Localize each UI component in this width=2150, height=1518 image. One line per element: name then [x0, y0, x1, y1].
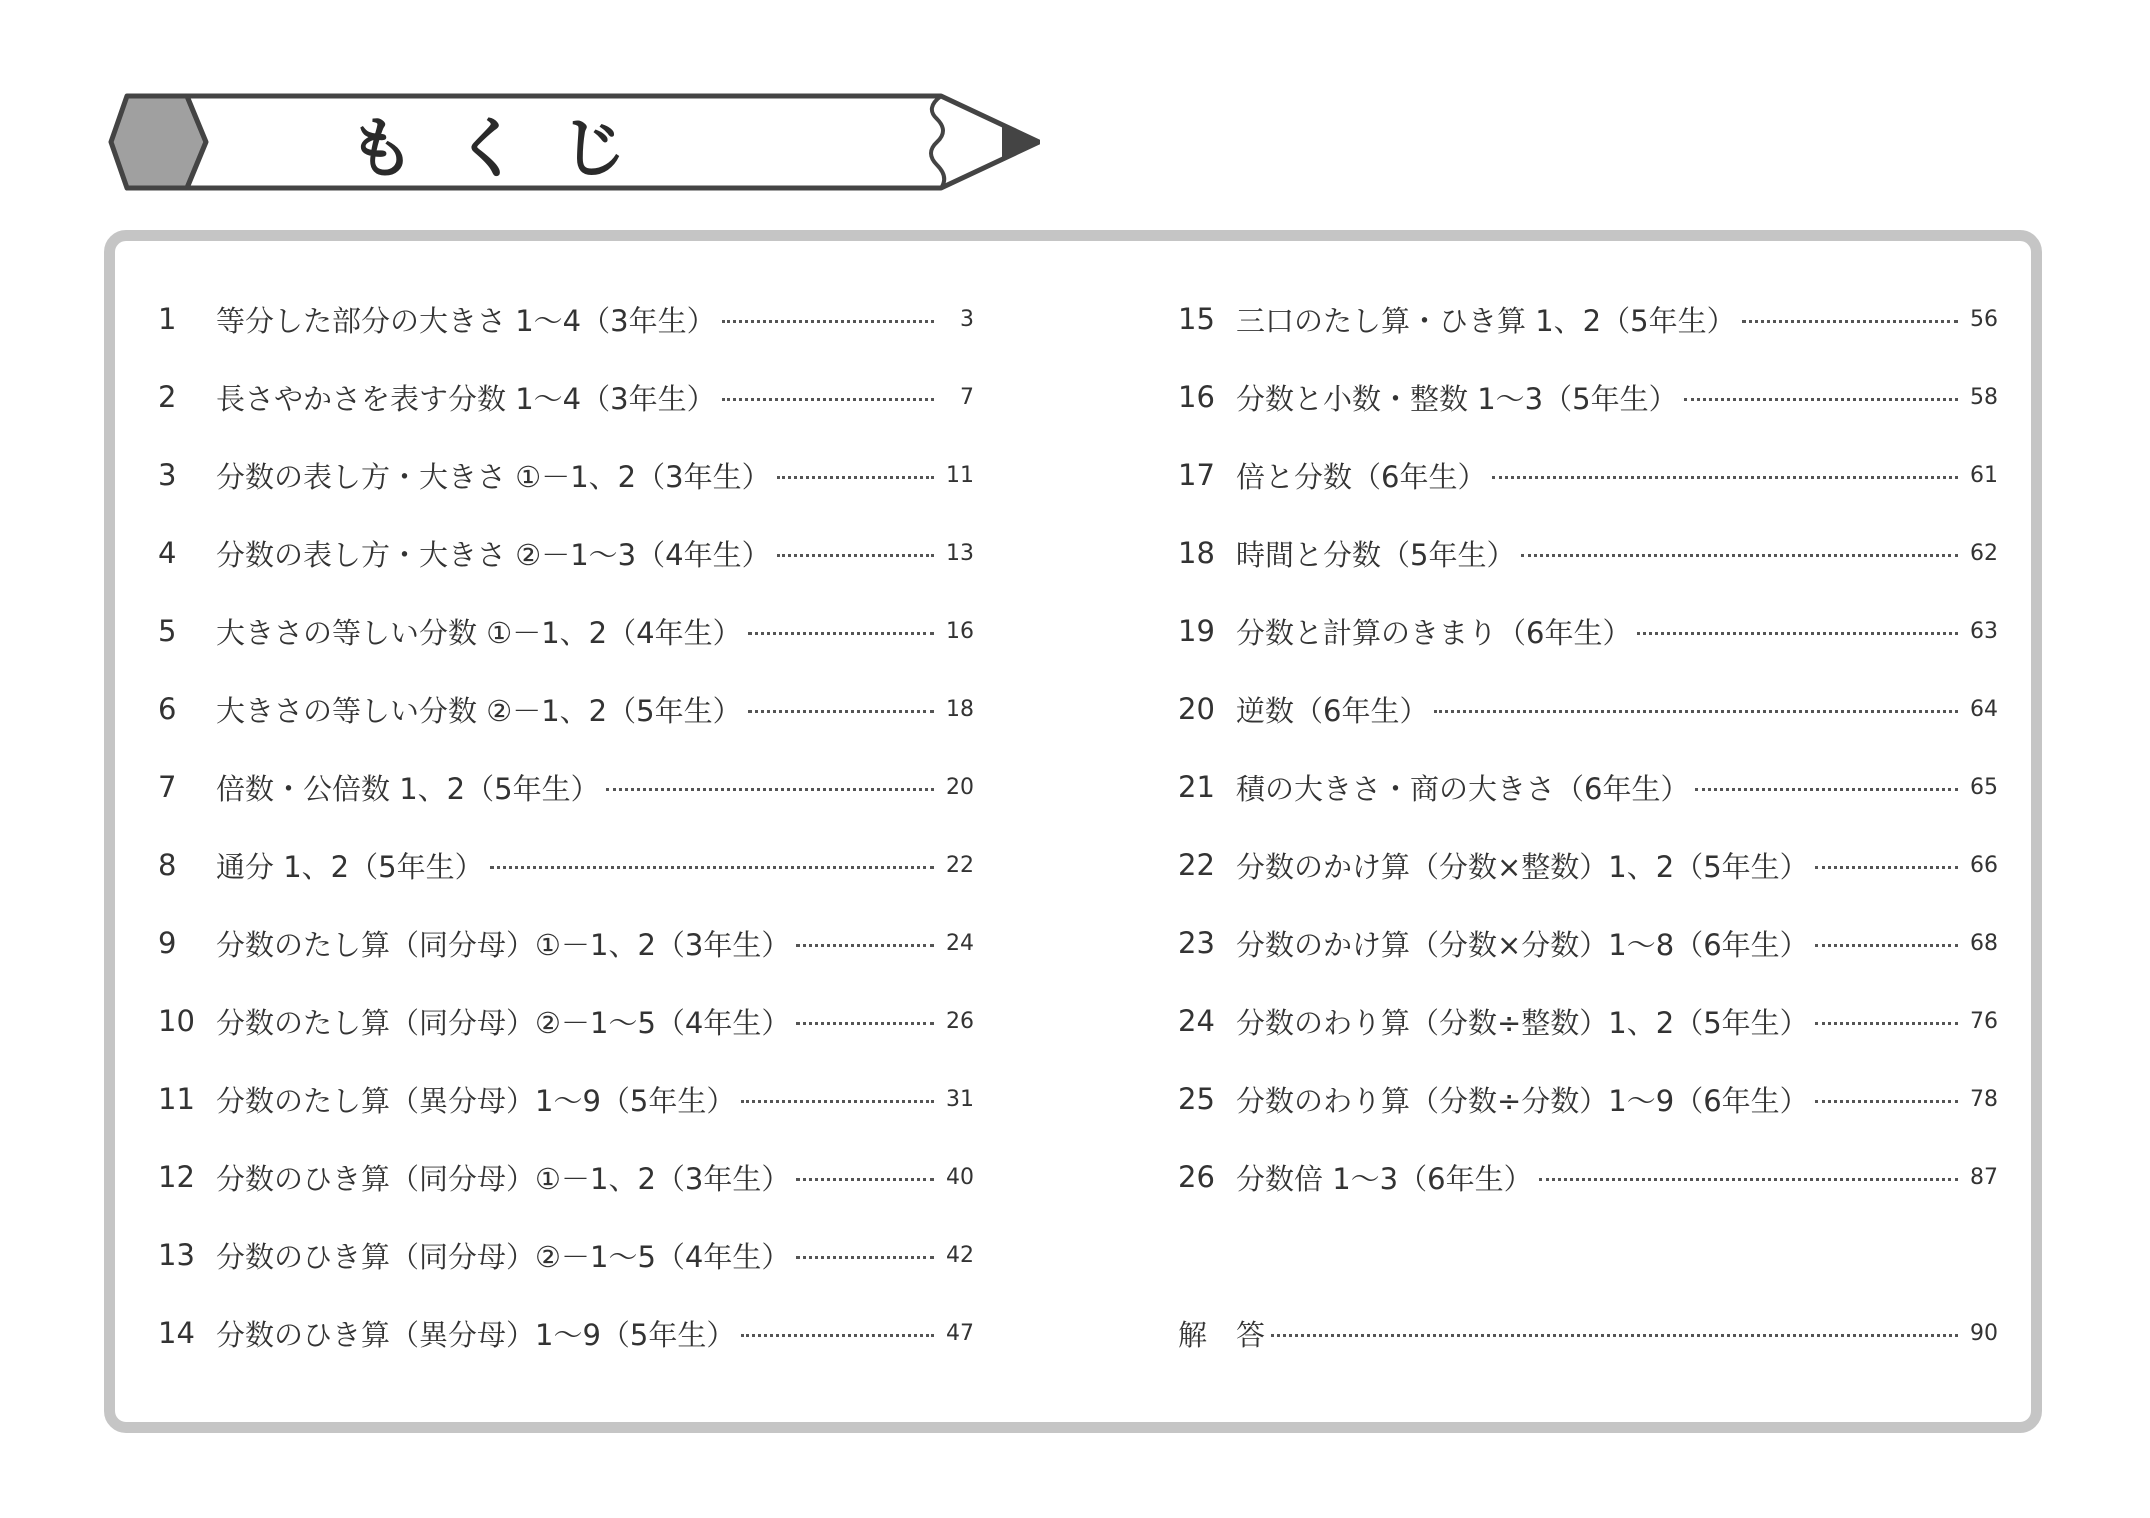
toc-entry[interactable]: [1178, 531, 1998, 575]
toc-entry-number: 25: [1178, 1082, 1215, 1116]
toc-entry-number: 16: [1178, 380, 1215, 414]
toc-entry-number: 10: [158, 1004, 195, 1038]
toc-entry[interactable]: [158, 921, 974, 965]
dot-leader: [490, 866, 934, 869]
toc-entry[interactable]: [1178, 1077, 1998, 1121]
dot-leader: [1815, 1100, 1958, 1103]
toc-entry-title: 分数のひき算（同分母）①－1、2（3年生）: [216, 1161, 791, 1196]
toc-entry-page: 16: [946, 618, 974, 644]
toc-entry[interactable]: [158, 1311, 974, 1355]
dot-leader: [796, 944, 934, 947]
toc-entry-number: 3: [158, 458, 177, 492]
toc-entry-title: 分数のひき算（異分母）1～9（5年生）: [216, 1317, 736, 1352]
toc-entry-title: 分数のたし算（異分母）1～9（5年生）: [216, 1083, 736, 1118]
dot-leader: [722, 398, 934, 401]
toc-entry-title: 分数のたし算（同分母）①－1、2（3年生）: [216, 927, 791, 962]
toc-entry-number: 13: [158, 1238, 195, 1272]
toc-entry-number: 9: [158, 926, 177, 960]
toc-entry-number: 4: [158, 536, 177, 570]
dot-leader: [1521, 554, 1958, 557]
dot-leader: [1684, 398, 1958, 401]
toc-entry[interactable]: [158, 297, 974, 341]
toc-entry-page: 65: [1970, 774, 1998, 800]
toc-entry-title: 長さやかさを表す分数 1～4（3年生）: [216, 381, 716, 416]
toc-entry-number: 8: [158, 848, 177, 882]
toc-entry[interactable]: [1178, 375, 1998, 419]
toc-entry-number: 22: [1178, 848, 1215, 882]
dot-leader: [796, 1178, 934, 1181]
toc-entry-page: 40: [946, 1164, 974, 1190]
dot-leader: [606, 788, 934, 791]
toc-entry-number: 26: [1178, 1160, 1215, 1194]
toc-entry-title: 分数のかけ算（分数×分数）1～8（6年生）: [1236, 927, 1809, 962]
toc-entry-title: 分数と小数・整数 1～3（5年生）: [1236, 381, 1678, 416]
toc-entry[interactable]: [158, 375, 974, 419]
toc-entry[interactable]: [158, 687, 974, 731]
toc-entry-title: 分数倍 1～3（6年生）: [1236, 1161, 1533, 1196]
toc-entry-page: 76: [1970, 1008, 1998, 1034]
toc-entry-number: 6: [158, 692, 177, 726]
toc-entry-page: 31: [946, 1086, 974, 1112]
toc-entry-number: 11: [158, 1082, 195, 1116]
dot-leader: [1815, 1022, 1958, 1025]
toc-entry-page: 63: [1970, 618, 1998, 644]
toc-entry-page: 64: [1970, 696, 1998, 722]
toc-entry[interactable]: [158, 1233, 974, 1277]
toc-entry-page: 7: [960, 384, 974, 410]
toc-entry-title: 分数と計算のきまり（6年生）: [1236, 615, 1632, 650]
dot-leader: [777, 476, 934, 479]
title-banner: [105, 86, 1040, 198]
toc-entry[interactable]: [1178, 765, 1998, 809]
toc-entry-title: 大きさの等しい分数 ②－1、2（5年生）: [216, 693, 742, 728]
page-title: もくじ: [348, 109, 667, 187]
toc-entry-title: 分数の表し方・大きさ ②－1～3（4年生）: [216, 537, 771, 572]
toc-entry-title: 積の大きさ・商の大きさ（6年生）: [1236, 771, 1690, 806]
dot-leader: [748, 710, 934, 713]
toc-entry[interactable]: [158, 453, 974, 497]
toc-entry-title: 分数のわり算（分数÷分数）1～9（6年生）: [1236, 1083, 1809, 1118]
toc-entry[interactable]: [158, 843, 974, 887]
dot-leader: [1271, 1334, 1958, 1337]
toc-entry[interactable]: [1178, 921, 1998, 965]
toc-entry-page: 24: [946, 930, 974, 956]
toc-entry[interactable]: [1178, 843, 1998, 887]
dot-leader: [1815, 866, 1958, 869]
toc-entry-page: 56: [1970, 306, 1998, 332]
toc-entry-title: 等分した部分の大きさ 1～4（3年生）: [216, 303, 716, 338]
dot-leader: [748, 632, 934, 635]
toc-entry-page: 20: [946, 774, 974, 800]
toc-entry-page: 3: [960, 306, 974, 332]
toc-entry-number: 2: [158, 380, 177, 414]
toc-entry-page: 42: [946, 1242, 974, 1268]
toc-entry-title: 分数のわり算（分数÷整数）1、2（5年生）: [1236, 1005, 1809, 1040]
toc-entry-title: 分数のひき算（同分母）②－1～5（4年生）: [216, 1239, 791, 1274]
toc-entry[interactable]: [1178, 999, 1998, 1043]
toc-entry-number: 21: [1178, 770, 1215, 804]
toc-entry-title: 分数のたし算（同分母）②－1～5（4年生）: [216, 1005, 791, 1040]
toc-entry-answers[interactable]: [1178, 1311, 1998, 1355]
toc-entry-title: 解 答: [1178, 1317, 1266, 1352]
dot-leader: [1492, 476, 1958, 479]
toc-entry[interactable]: [158, 609, 974, 653]
toc-entry[interactable]: [1178, 1155, 1998, 1199]
toc-entry[interactable]: [158, 1155, 974, 1199]
toc-entry-title: 逆数（6年生）: [1236, 693, 1429, 728]
dot-leader: [1539, 1178, 1958, 1181]
toc-entry-title: 通分 1、2（5年生）: [216, 849, 484, 884]
toc-entry-number: 14: [158, 1316, 195, 1350]
toc-entry-number: 12: [158, 1160, 195, 1194]
dot-leader: [796, 1256, 934, 1259]
toc-entry-page: 90: [1970, 1320, 1998, 1346]
toc-entry-number: 7: [158, 770, 177, 804]
toc-entry-page: 78: [1970, 1086, 1998, 1112]
toc-entry-page: 11: [946, 462, 974, 488]
toc-entry-page: 68: [1970, 930, 1998, 956]
dot-leader: [777, 554, 934, 557]
toc-entry-page: 66: [1970, 852, 1998, 878]
toc-entry-page: 87: [1970, 1164, 1998, 1190]
dot-leader: [1695, 788, 1958, 791]
toc-entry[interactable]: [158, 1077, 974, 1121]
toc-entry[interactable]: [158, 765, 974, 809]
toc-entry-number: 23: [1178, 926, 1215, 960]
toc-entry-number: 19: [1178, 614, 1215, 648]
toc-entry-page: 58: [1970, 384, 1998, 410]
toc-entry-page: 18: [946, 696, 974, 722]
dot-leader: [1742, 320, 1958, 323]
toc-entry[interactable]: [1178, 609, 1998, 653]
dot-leader: [741, 1334, 934, 1337]
dot-leader: [1815, 944, 1958, 947]
toc-entry-title: 三口のたし算・ひき算 1、2（5年生）: [1236, 303, 1736, 338]
toc-entry-number: 20: [1178, 692, 1215, 726]
toc-entry-title: 時間と分数（5年生）: [1236, 537, 1516, 572]
toc-entry[interactable]: [1178, 297, 1998, 341]
dot-leader: [796, 1022, 934, 1025]
toc-entry[interactable]: [1178, 453, 1998, 497]
toc-entry-title: 大きさの等しい分数 ①－1、2（4年生）: [216, 615, 742, 650]
toc-entry-page: 62: [1970, 540, 1998, 566]
toc-entry-title: 分数のかけ算（分数×整数）1、2（5年生）: [1236, 849, 1809, 884]
dot-leader: [1637, 632, 1958, 635]
toc-entry-number: 18: [1178, 536, 1215, 570]
toc-entry[interactable]: [158, 531, 974, 575]
toc-entry-number: 17: [1178, 458, 1215, 492]
toc-entry-page: 13: [946, 540, 974, 566]
toc-entry[interactable]: [1178, 687, 1998, 731]
toc-entry-title: 倍数・公倍数 1、2（5年生）: [216, 771, 600, 806]
toc-entry-number: 1: [158, 302, 177, 336]
dot-leader: [1434, 710, 1958, 713]
toc-entry-title: 倍と分数（6年生）: [1236, 459, 1487, 494]
dot-leader: [741, 1100, 934, 1103]
toc-entry-page: 22: [946, 852, 974, 878]
toc-entry-number: 24: [1178, 1004, 1215, 1038]
toc-entry[interactable]: [158, 999, 974, 1043]
toc-entry-number: 5: [158, 614, 177, 648]
toc-entry-page: 61: [1970, 462, 1998, 488]
toc-entry-page: 47: [946, 1320, 974, 1346]
toc-entry-title: 分数の表し方・大きさ ①－1、2（3年生）: [216, 459, 771, 494]
toc-entry-page: 26: [946, 1008, 974, 1034]
dot-leader: [722, 320, 934, 323]
toc-entry-number: 15: [1178, 302, 1215, 336]
